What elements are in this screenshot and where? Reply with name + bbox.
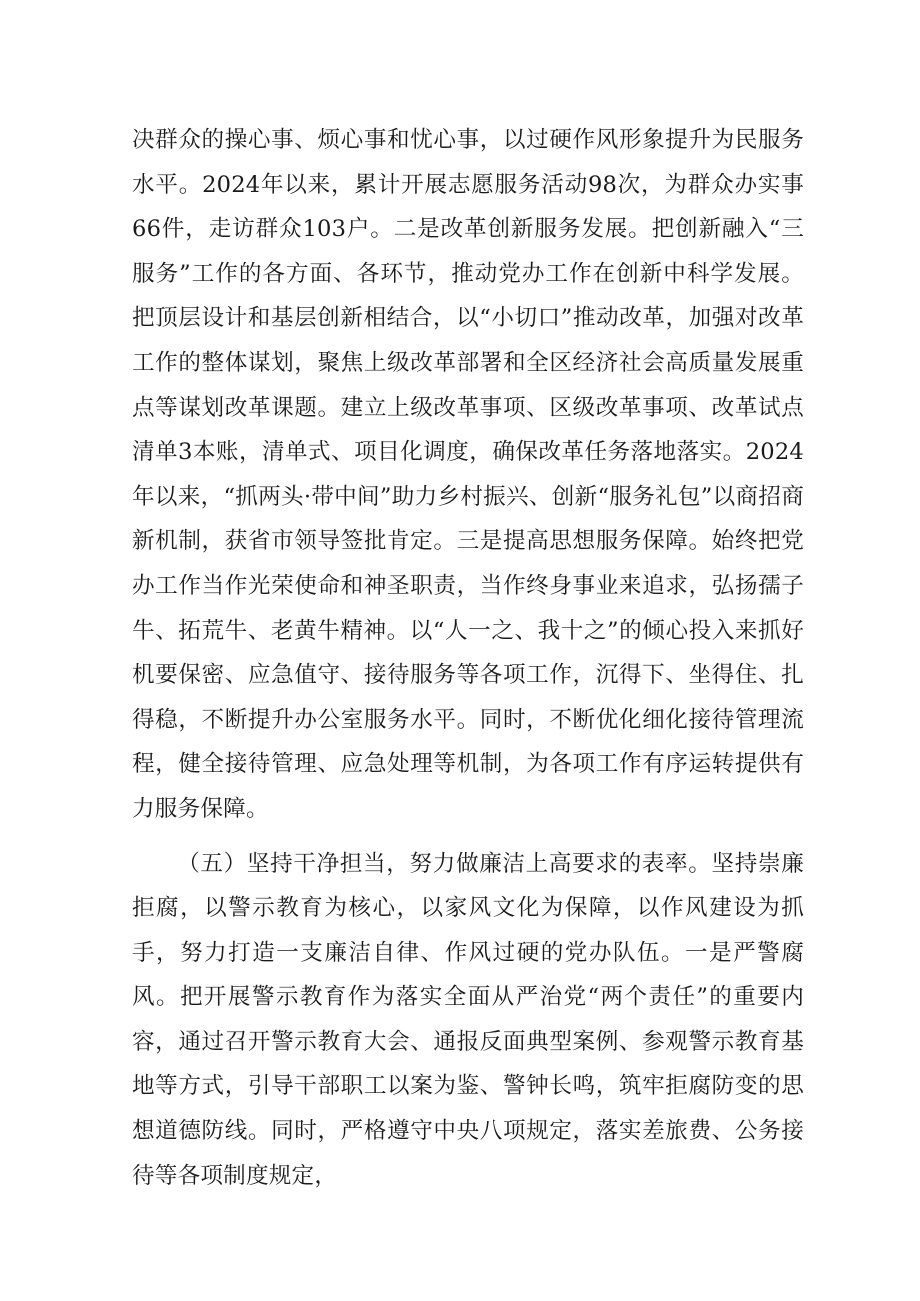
paragraph-section-five: （五）坚持干净担当，努力做廉洁上高要求的表率。坚持崇廉拒腐，以警示教育为核心，以家风文化为保障，以作风建设为抓手，努力打造一支廉洁自律、作风过硬的党办队伍。一是严警腐风。把开展警示教育作为落实全面从严治党“两个责任”的重要内容，通过召开警示教育大会、通报反面典型案例、参观警示教育基地等方式，引导干部职工以案为鉴、警钟长鸣，筑牢拒腐防变的思想道德防线。同时，严格遵守中央八项规定，落实差旅费、公务接待等各项制度规定，	[132, 850, 804, 1189]
document-body	[132, 118, 804, 1198]
paragraph-continuation: 决群众的操心事、烦心事和忧心事，以过硬作风形象提升为民服务水平。2024年以来，累计开展志愿服务活动98次，为群众办实事66件，走访群众103户。二是改革创新服务发展。把创新融入“三服务”工作的各方面、各环节，推动党办工作在创新中科学发展。把顶层设计和基层创新相结合，以“小切口”推动改革，加强对改革工作的整体谋划，聚焦上级改革部署和全区经济社会高质量发展重点等谋划改革课题。建立上级改革事项、区级改革事项、改革试点清单3本账，清单式、项目化调度，确保改革任务落地落实。2024年以来，“抓两头·带中间”助力乡村振兴、创新“服务礼包”以商招商新机制，获省市领导签批肯定。三是提高思想服务保障。始终把党办工作当作光荣使命和神圣职责，当作终身事业来追求，弘扬孺子牛、拓荒牛、老黄牛精神。以“人一之、我十之”的倾心投入来抓好机要保密、应急值守、接待服务等各项工作，沉得下、坐得住、扎得稳，不断提升办公室服务水平。同时，不断优化细化接待管理流程，健全接待管理、应急处理等机制，为各项工作有序运转提供有力服务保障。	[132, 127, 804, 822]
